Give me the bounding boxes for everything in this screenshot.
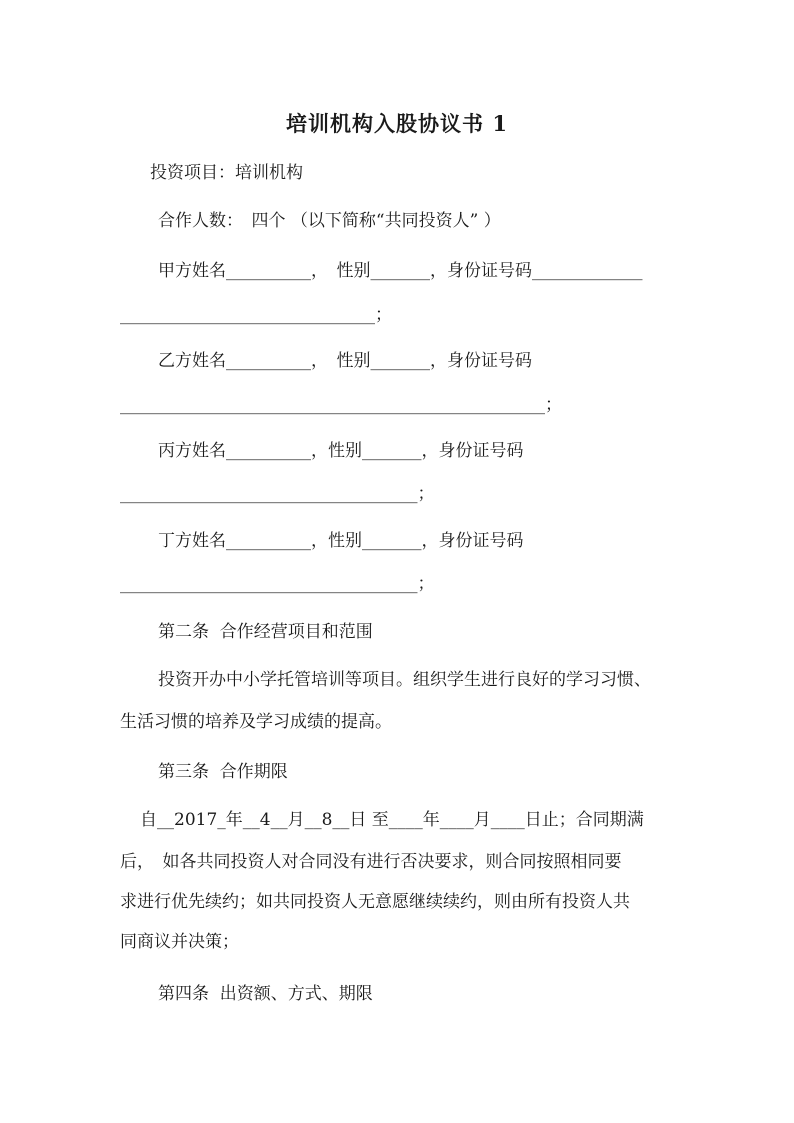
party-c-id-line: ___________________________________； xyxy=(120,484,435,504)
article-3-body-line-3: 求进行优先续约；如共同投资人无意愿继续续约，则由所有投资人共 xyxy=(120,892,630,912)
article-2-body-line-2: 生活习惯的培养及学习成绩的提高。 xyxy=(120,712,392,732)
partners-line: 合作人数： 四个 （以下简称“共同投资人” ） xyxy=(158,211,501,231)
article-3-body-line-4: 同商议并决策； xyxy=(120,932,239,952)
party-c-line: 丙方姓名__________，性别_______，身份证号码 xyxy=(158,441,524,461)
article-4-heading: 第四条 出资额、方式、期限 xyxy=(158,984,373,1004)
article-2-body-line-1: 投资开办中小学托管培训等项目。组织学生进行良好的学习习惯、 xyxy=(158,670,651,690)
document-title: 培训机构入股协议书 1 xyxy=(286,111,508,136)
article-3-heading: 第三条 合作期限 xyxy=(158,762,288,782)
article-3-body-line-2: 后， 如各共同投资人对合同没有进行否决要求，则合同按照相同要 xyxy=(120,852,622,872)
party-a-line: 甲方姓名__________， 性别_______，身份证号码_____________ xyxy=(158,261,643,281)
party-d-id-line: ___________________________________； xyxy=(120,574,435,594)
party-a-id-line: ______________________________； xyxy=(120,305,392,325)
party-b-line: 乙方姓名__________， 性别_______，身份证号码 xyxy=(158,351,532,371)
article-2-heading: 第二条 合作经营项目和范围 xyxy=(158,622,373,642)
party-d-line: 丁方姓名__________，性别_______，身份证号码 xyxy=(158,531,524,551)
project-line: 投资项目：培训机构 xyxy=(150,163,303,183)
article-3-body-line-1: 自__2017_年__4__月__8__日 至____年____月____日止；合同期满 xyxy=(140,810,644,830)
party-b-id-line: __________________________________________________； xyxy=(120,395,562,415)
